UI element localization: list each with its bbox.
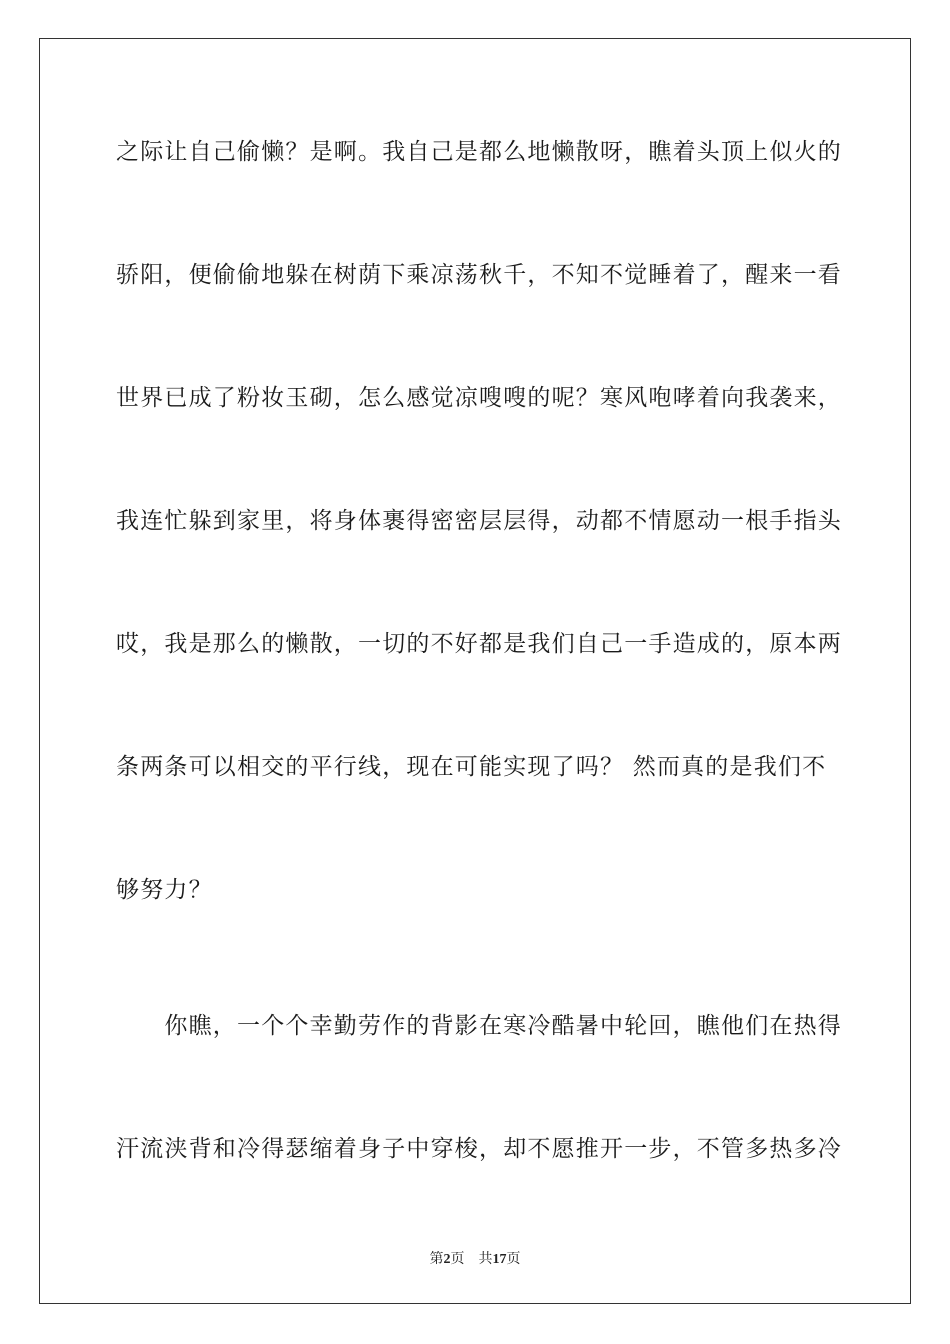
total-prefix: 共 xyxy=(478,1252,493,1267)
text-line: 骄阳，便偷偷地躲在树荫下乘凉荡秋千，不知不觉睡着了，醒来一看 xyxy=(116,262,842,288)
text-line: 够努力？ xyxy=(116,877,213,903)
page-prefix: 第 xyxy=(429,1252,444,1267)
total-pages: 17 xyxy=(492,1252,507,1267)
page-border xyxy=(39,38,911,1304)
text-line: 哎，我是那么的懒散，一切的不好都是我们自己一手造成的，原本两 xyxy=(116,631,842,657)
text-line: 世界已成了粉妆玉砌，怎么感觉凉嗖嗖的呢？寒风咆哮着向我袭来， xyxy=(116,385,842,411)
text-line: 条两条可以相交的平行线，现在可能实现了吗？ 然而真的是我们不 xyxy=(116,754,827,780)
page-number: 2 xyxy=(443,1252,451,1267)
page-footer xyxy=(0,1248,950,1268)
text-line: 你瞧，一个个幸勤劳作的背影在寒冷酷暑中轮回，瞧他们在热得 xyxy=(116,1013,842,1039)
text-line: 之际让自己偷懒？是啊。我自己是都么地懒散呀，瞧着头顶上似火的 xyxy=(116,139,842,165)
total-suffix: 页 xyxy=(506,1252,521,1267)
page-suffix: 页 xyxy=(450,1252,465,1267)
text-line: 我连忙躲到家里，将身体裹得密密层层得，动都不情愿动一根手指头 xyxy=(116,508,842,534)
text-line: 汗流浃背和冷得瑟缩着身子中穿梭，却不愿推开一步，不管多热多冷 xyxy=(116,1136,842,1162)
